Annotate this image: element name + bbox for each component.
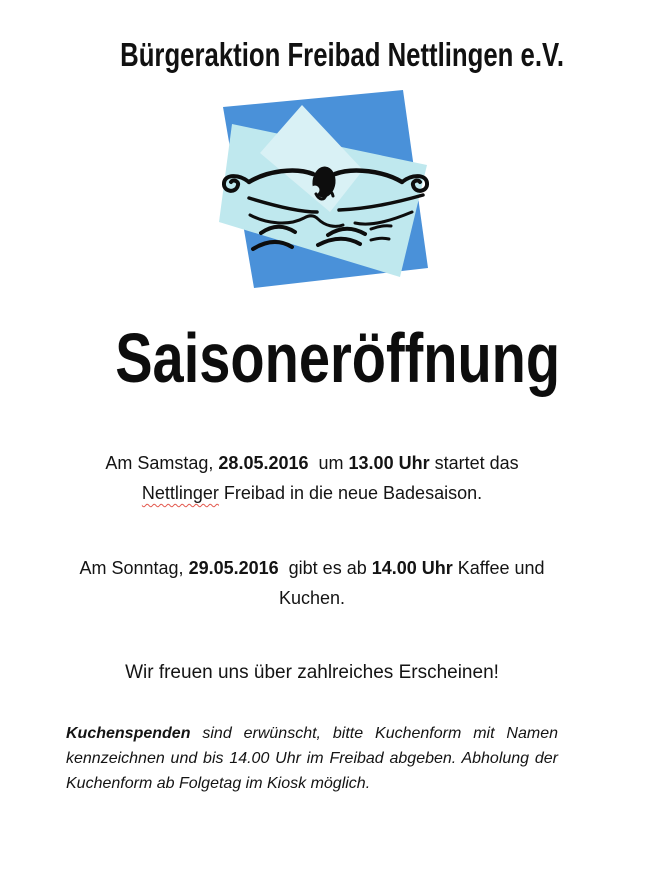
cake-note-bold-lead: Kuchenspenden: [66, 725, 191, 742]
main-heading: Saisoneröffnung: [115, 319, 561, 397]
misspelled-word: Nettlinger: [141, 483, 219, 503]
cake-note-line-2: kennzeichnen und bis 14.00 Uhr im Freibad abgeben. Abholung der: [66, 750, 558, 767]
saturday-tail: startet das: [429, 453, 519, 473]
sunday-line-2: Kuchen.: [278, 588, 346, 608]
saturday-time: 13.00 Uhr: [348, 453, 430, 473]
saturday-line-2: [66, 478, 558, 508]
sunday-tail: Kaffee und: [452, 558, 545, 578]
swimmer-logo: [205, 82, 455, 310]
org-title: Bürgeraktion Freibad Nettlingen e.V.: [120, 36, 564, 73]
sunday-paragraph: [66, 553, 558, 613]
sunday-between: gibt es ab: [278, 558, 372, 578]
cake-note-line-1: [66, 721, 558, 746]
swimmer-logo-svg: [205, 82, 455, 310]
sunday-line-1: [66, 553, 558, 583]
saturday-lead: Am Samstag,: [105, 453, 219, 473]
cake-note-paragraph: [66, 721, 558, 796]
saturday-between: um: [308, 453, 349, 473]
saturday-line-1: [66, 448, 558, 478]
saturday-paragraph: [66, 448, 558, 508]
sunday-time: 14.00 Uhr: [371, 558, 453, 578]
cake-note-line1-rest: sind erwünscht, bitte Kuchenform mit Namen: [190, 725, 558, 742]
sunday-date: 29.05.2016: [188, 558, 279, 578]
saturday-line2-rest: Freibad in die neue Badesaison.: [218, 483, 483, 503]
sunday-lead: Am Sonntag,: [79, 558, 189, 578]
cake-note-line-3: Kuchenform ab Folgetag im Kiosk möglich.: [66, 775, 371, 792]
saturday-date: 28.05.2016: [218, 453, 309, 473]
invitation-line: Wir freuen uns über zahlreiches Erscheinen!: [125, 662, 499, 683]
